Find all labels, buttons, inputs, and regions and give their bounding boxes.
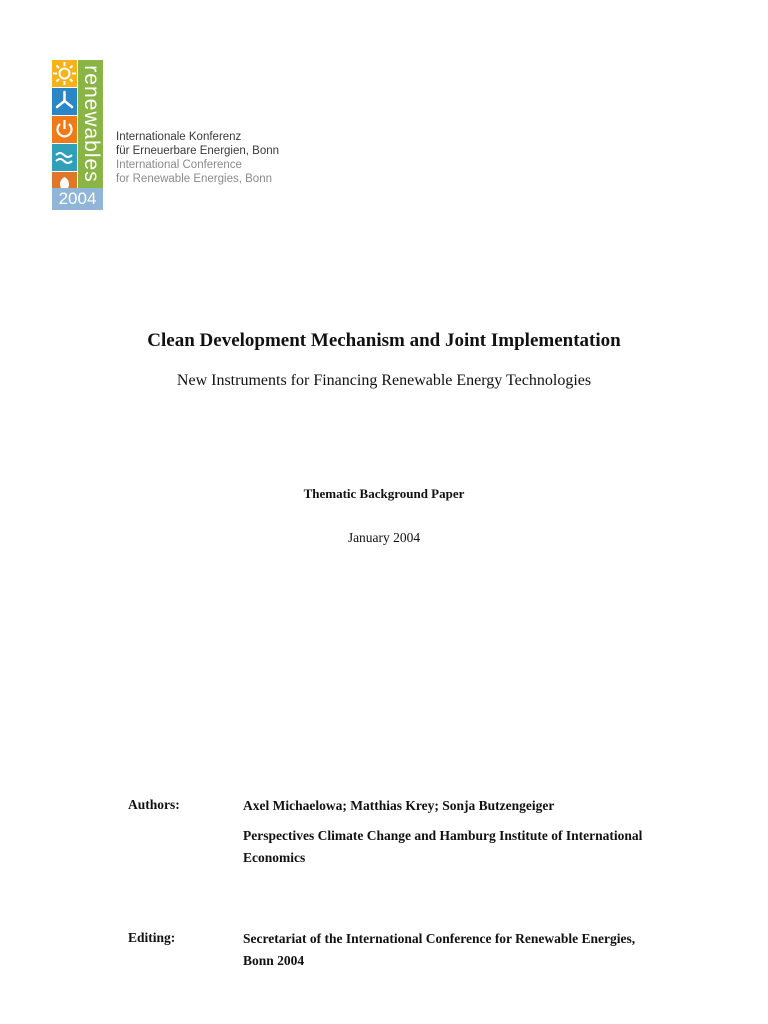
logo-vertical-band — [78, 60, 103, 188]
authors-label: Authors: — [128, 797, 180, 812]
conference-name — [116, 130, 279, 186]
power-icon — [52, 116, 77, 143]
conference-line-de-2: für Erneuerbare Energien, Bonn — [116, 145, 280, 157]
document-subtitle: New Instruments for Financing Renewable Energy Technologies — [176, 372, 592, 389]
wind-turbine-icon — [52, 88, 77, 115]
water-wave-icon — [52, 144, 77, 171]
renewables-logo — [52, 60, 103, 210]
logo-year: 2004 — [52, 188, 103, 210]
authors-names: Axel Michaelowa; Matthias Krey; Sonja Butzengeiger — [243, 798, 555, 813]
document-title: Clean Development Mechanism and Joint Implementation — [147, 330, 621, 351]
sun-icon — [52, 60, 77, 87]
paper-type: Thematic Background Paper — [303, 486, 465, 501]
conference-line-en-2: for Renewable Energies, Bonn — [116, 173, 272, 185]
authors-affiliation: Perspectives Climate Change and Hamburg Institute of International Economics — [243, 828, 643, 865]
conference-line-en-1: International Conference — [116, 159, 242, 171]
logo-wordmark: renewables — [79, 65, 103, 183]
conference-line-de-1: Internationale Konferenz — [116, 131, 242, 143]
document-date: January 2004 — [347, 530, 421, 545]
editing-label: Editing: — [128, 930, 176, 945]
editing-value: Secretariat of the International Conference for Renewable Energies, Bonn 2004 — [243, 931, 636, 968]
